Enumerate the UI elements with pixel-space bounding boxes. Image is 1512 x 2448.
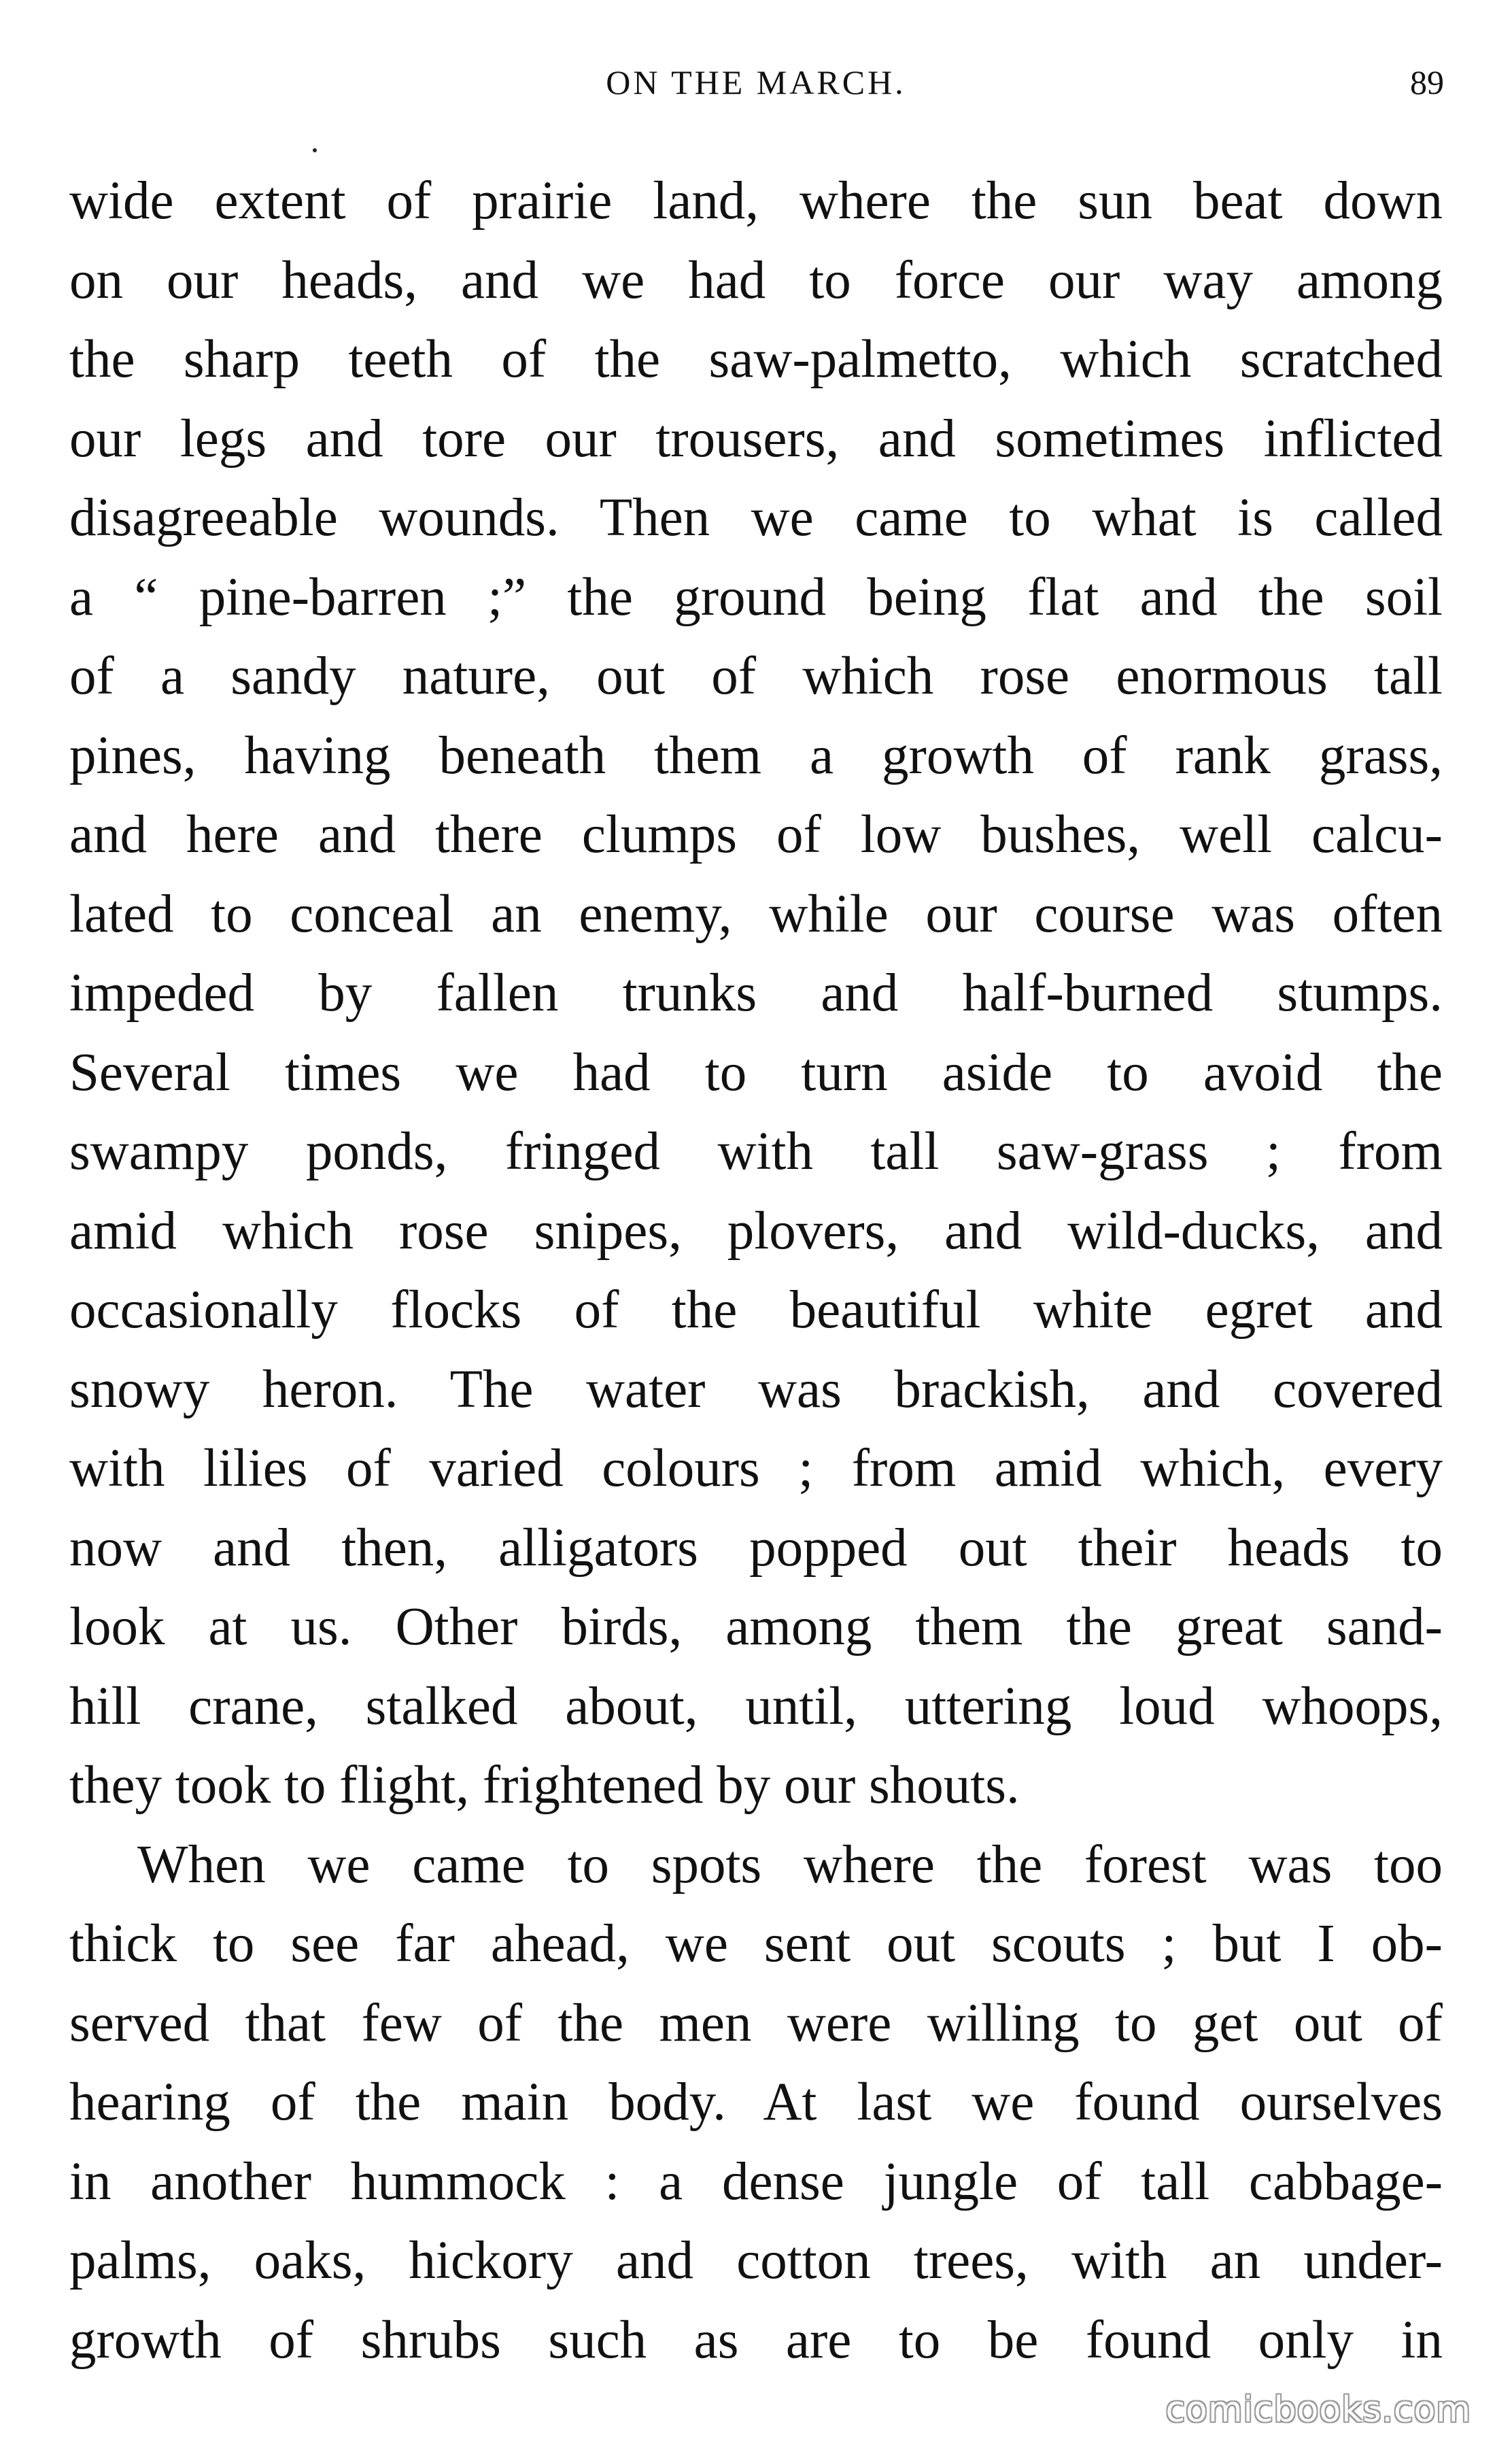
text-line: now and then, alligators popped out their heads to (69, 1518, 1443, 1578)
text-line: hill crane, stalked about, until, uttering loud whoops, (69, 1676, 1443, 1736)
text-line: occasionally flocks of the beautiful white egret and (69, 1280, 1443, 1340)
text-line: growth of shrubs such as are to be found only in (69, 2310, 1443, 2370)
text-line: hearing of the main body. At last we found ourselves (69, 2073, 1443, 2132)
text-line: When we came to spots where the forest was too (137, 1835, 1443, 1894)
text-line: amid which rose snipes, plovers, and wild-ducks, and (69, 1201, 1443, 1261)
text-line: served that few of the men were willing to get out of (69, 1993, 1443, 2053)
text-line: lated to conceal an enemy, while our course was often (69, 884, 1443, 944)
text-line: swampy ponds, fringed with tall saw-grass ; from (69, 1122, 1443, 1181)
text-line: of a sandy nature, out of which rose enormous tall (69, 647, 1443, 706)
paragraph-2 (69, 1826, 1443, 2381)
text-line: snowy heron. The water was brackish, and covered (69, 1359, 1443, 1419)
text-line: disagreeable wounds. Then we came to what is called (69, 488, 1443, 547)
page-number: 89 (1410, 63, 1444, 101)
text-line: thick to see far ahead, we sent out scouts ; but I ob- (69, 1914, 1443, 1973)
text-line: our legs and tore our trousers, and sometimes inflicted (69, 409, 1443, 469)
text-line: and here and there clumps of low bushes, well calcu- (69, 805, 1443, 864)
text-line: with lilies of varied colours ; from amid which, every (69, 1439, 1443, 1498)
text-line: the sharp teeth of the saw-palmetto, which scratched (69, 330, 1443, 389)
running-title: ON THE MARCH. (606, 63, 906, 101)
text-line: wide extent of prairie land, where the sun beat down (69, 171, 1443, 231)
ink-speck (313, 148, 317, 152)
watermark: comicbooks.com (1165, 2390, 1471, 2430)
text-line: impeded by fallen trunks and half-burned stumps. (69, 964, 1443, 1023)
text-line: look at us. Other birds, among them the great sand- (69, 1597, 1443, 1656)
text-line: a “ pine-barren ;” the ground being flat and the soil (69, 567, 1443, 627)
paragraph-1 (69, 162, 1443, 1826)
text-line: Several times we had to turn aside to avoid the (69, 1042, 1443, 1102)
text-line: on our heads, and we had to force our way among (69, 250, 1443, 310)
body-text (69, 162, 1443, 2380)
text-line: in another hummock : a dense jungle of tall cabbage- (69, 2152, 1443, 2211)
text-line: they took to flight, frightened by our shouts. (69, 1756, 1020, 1815)
running-head (68, 63, 1444, 117)
text-line: pines, having beneath them a growth of rank grass, (69, 726, 1443, 785)
text-line: palms, oaks, hickory and cotton trees, with an under- (69, 2231, 1443, 2290)
